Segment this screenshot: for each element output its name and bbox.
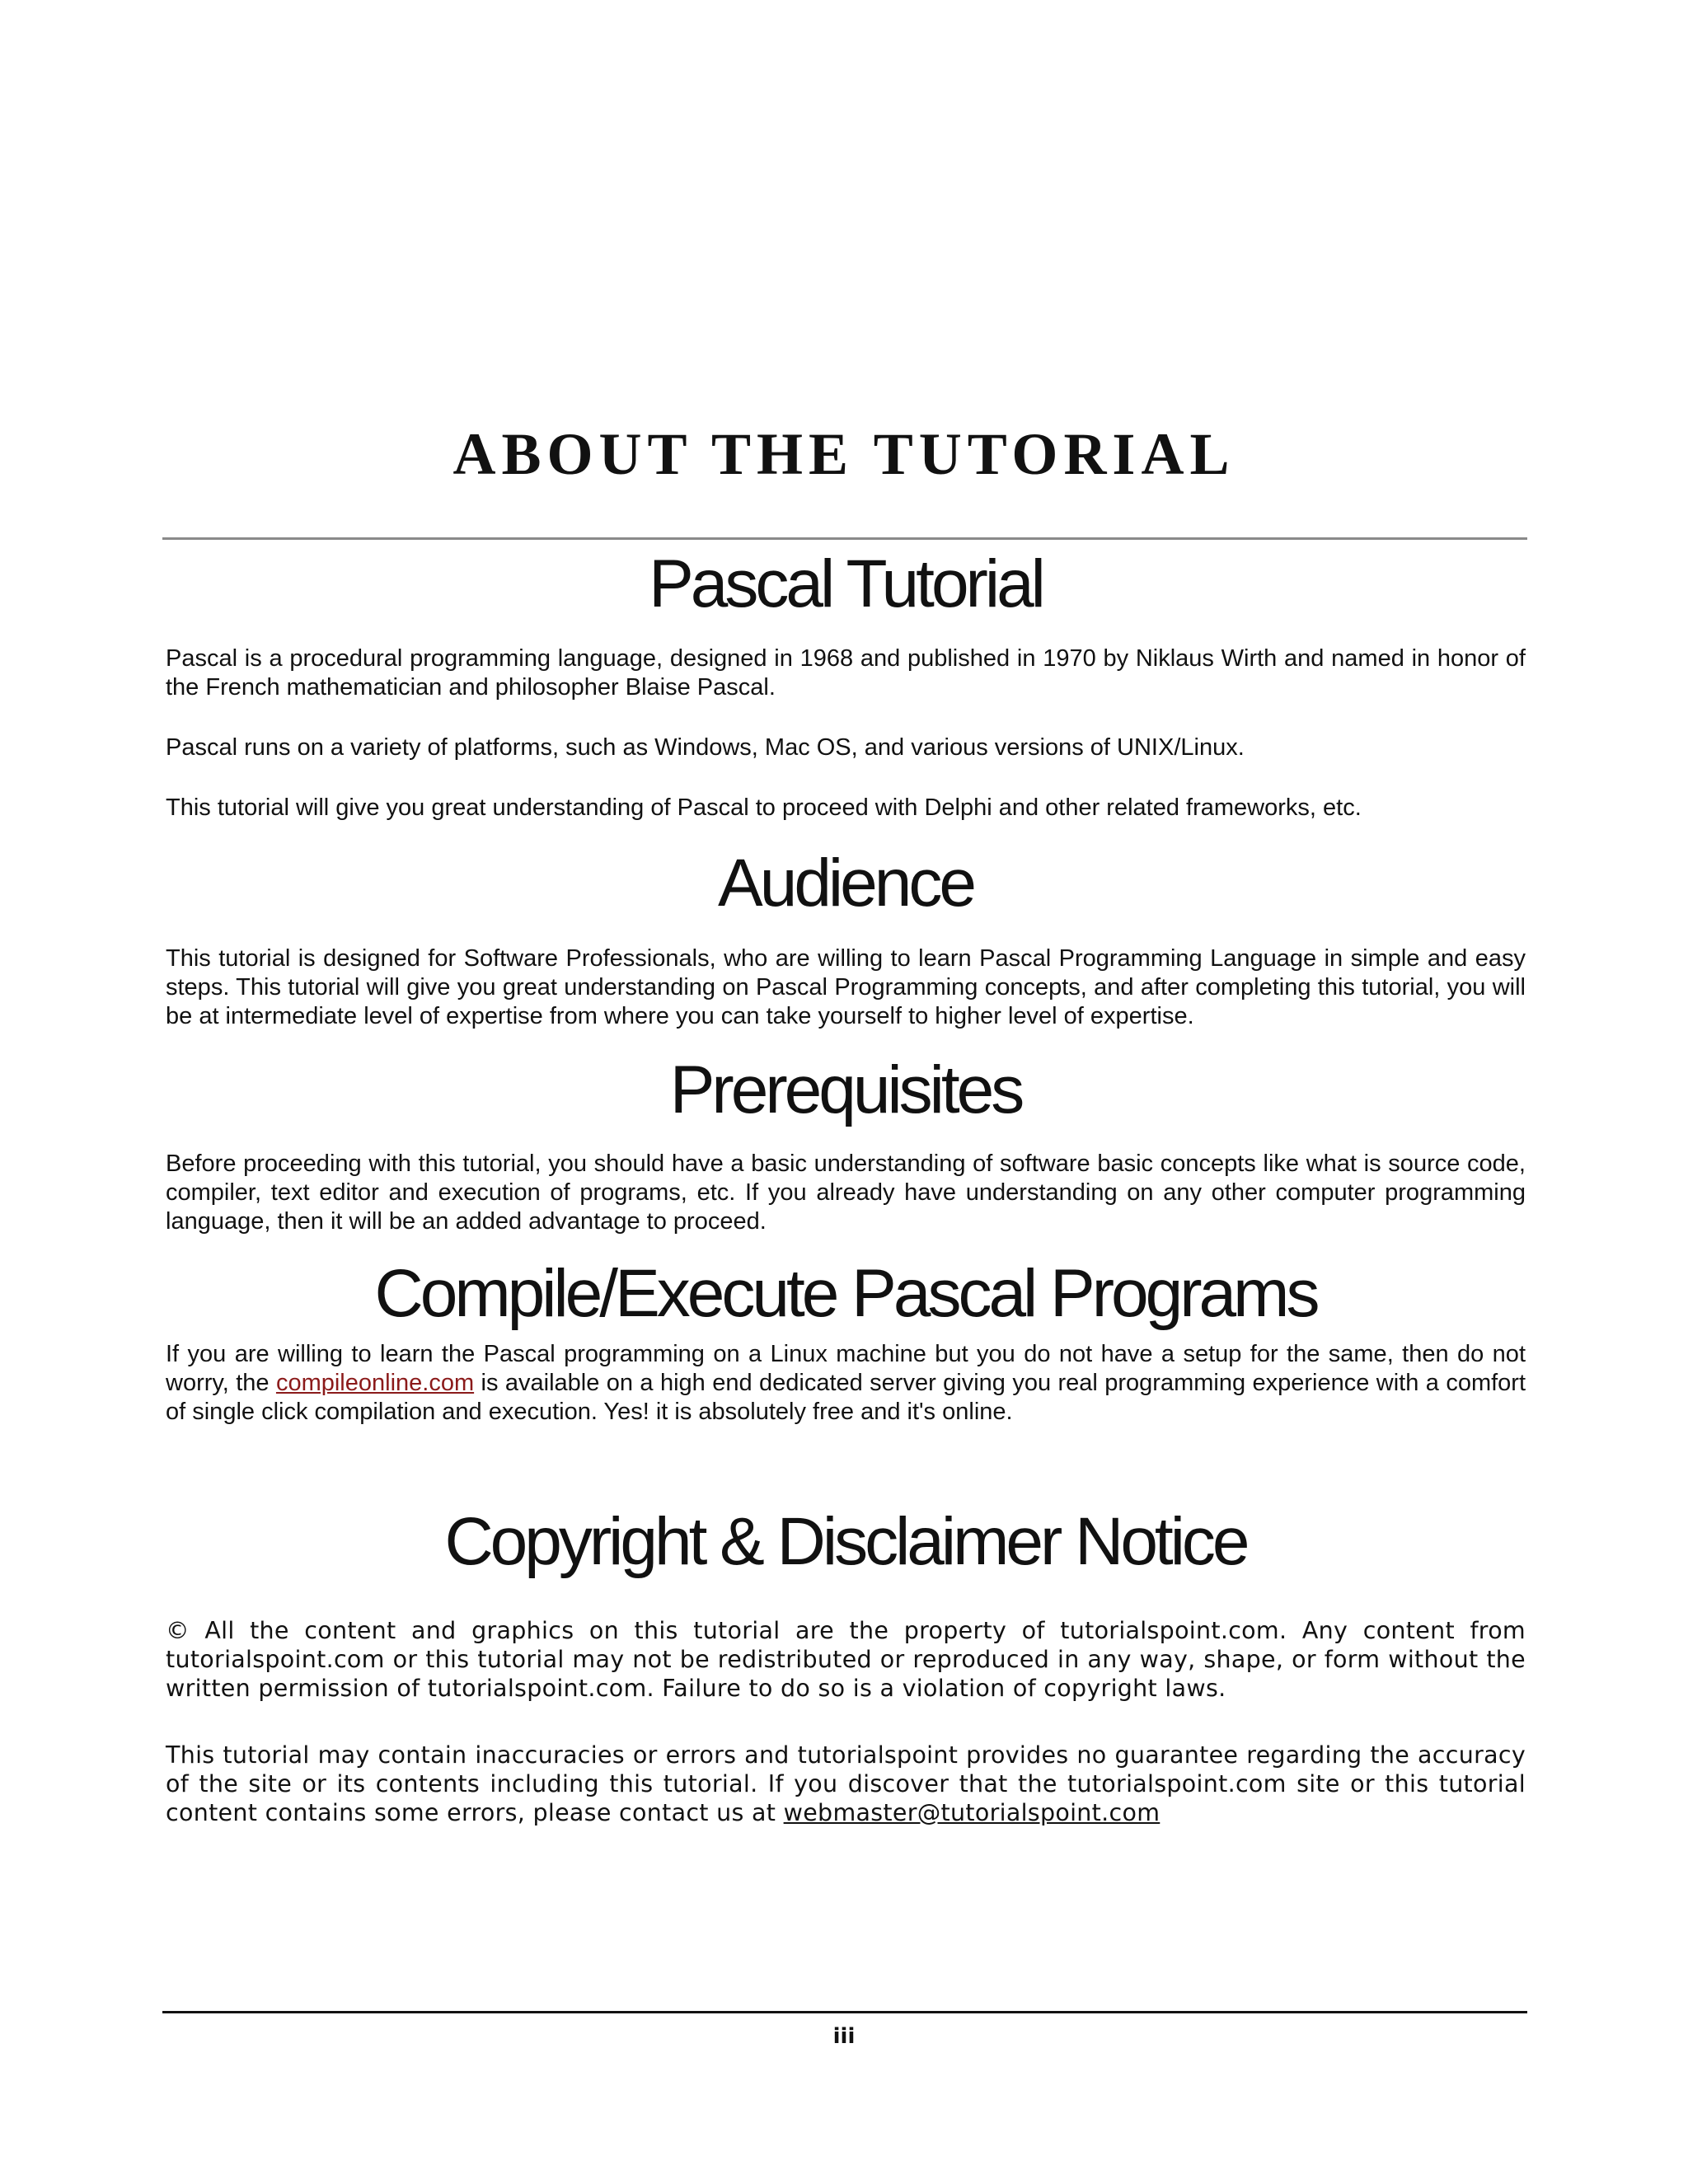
page-header-title: ABOUT THE TUTORIAL xyxy=(452,421,1236,487)
section-heading-audience: Audience xyxy=(718,846,973,921)
disclaimer-text: This tutorial may contain inaccuracies or errors and tutorialspoint provides no guarantee regarding the accuracy of the site or its contents including this tutorial. If you discover that the tutorialspoint.com site or this tutorial content contains some errors, please contact us at xyxy=(166,1741,1526,1826)
compile-text-after-link: is available on a high end dedicated server giving you real programming experience with a comfort of single click compilation and execution. Yes! it is absolutely free and it's online. xyxy=(166,1370,1526,1425)
paragraph-audience: This tutorial is designed for Software Professionals, who are willing to learn Pascal Programming Language in simple and easy steps. This tutorial will give you great understanding on Pascal Programming concepts, and after completing this tutorial, you will be at intermediate level of expertise from where you can take yourself to higher level of expertise. xyxy=(166,945,1526,1029)
paragraph-disclaimer xyxy=(166,1741,1526,1827)
paragraph-pascal-understanding: This tutorial will give you great understanding of Pascal to proceed with Delphi and other related frameworks, etc. xyxy=(166,794,1362,821)
footer-divider xyxy=(162,2011,1527,2013)
section-heading-pascal-tutorial: Pascal Tutorial xyxy=(649,546,1043,621)
paragraph-prerequisites: Before proceeding with this tutorial, you should have a basic understanding of software basic concepts like what is source code, compiler, text editor and execution of programs, etc. If you already have understanding on any other computer programming language, then it will be an added advantage to proceed. xyxy=(166,1151,1526,1235)
section-heading-copyright: Copyright & Disclaimer Notice xyxy=(444,1504,1247,1579)
page-number: iii xyxy=(832,2024,856,2049)
webmaster-email-link[interactable]: webmaster@tutorialspoint.com xyxy=(783,1799,1160,1826)
compile-text-before-link: If you are willing to learn the Pascal programming on a Linux machine but you do not have a setup for the same, then do not worry, the xyxy=(166,1341,1526,1396)
section-heading-compile-execute: Compile/Execute Pascal Programs xyxy=(374,1256,1317,1331)
section-heading-prerequisites: Prerequisites xyxy=(669,1052,1022,1127)
paragraph-compile-execute xyxy=(166,1340,1526,1427)
paragraph-pascal-intro: Pascal is a procedural programming language, designed in 1968 and published in 1970 by Niklaus Wirth and named in honor of the French mathematician and philosopher Blaise Pascal. xyxy=(166,645,1526,701)
compileonline-link[interactable]: compileonline.com xyxy=(275,1370,475,1396)
header-divider xyxy=(162,537,1527,540)
paragraph-copyright: © All the content and graphics on this tutorial are the property of tutorialspoint.com. Any content from tutorialspoint.com or this tutorial may not be redistributed or reproduced in any way, shape, or form without the written permission of tutorialspoint.com. Failure to do so is a violation of copyright laws. xyxy=(166,1617,1526,1702)
paragraph-pascal-platforms: Pascal runs on a variety of platforms, such as Windows, Mac OS, and various versions of UNIX/Linux. xyxy=(166,734,1245,761)
page-content xyxy=(166,544,1526,1827)
